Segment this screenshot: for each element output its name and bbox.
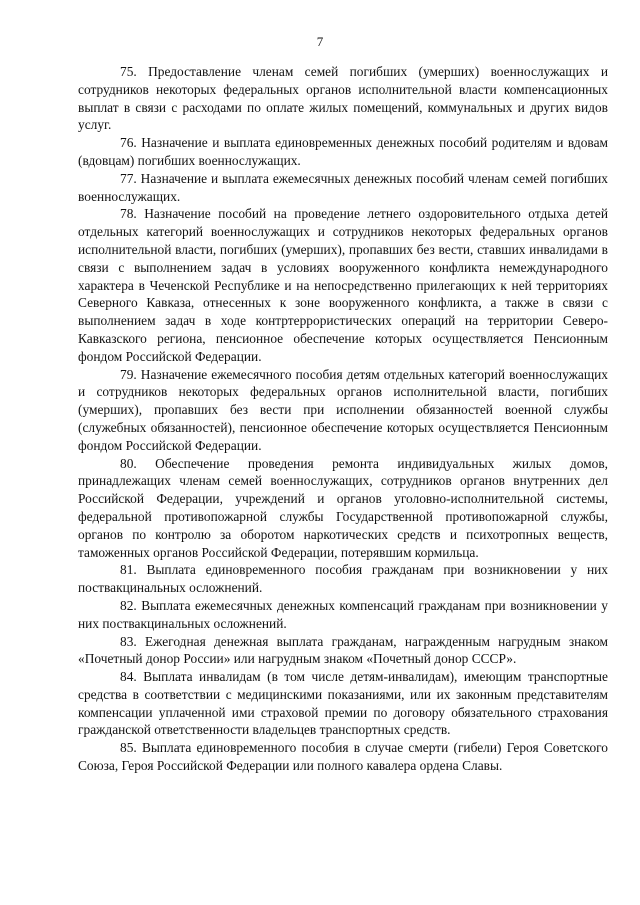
page-number: 7 <box>316 34 324 49</box>
paragraph-81: 81. Выплата единовременного пособия гражданам при возникновении у них поствакцинальных осложнений. <box>78 562 608 596</box>
document-body <box>78 63 608 775</box>
paragraph-77: 77. Назначение и выплата ежемесячных денежных пособий членам семей погибших военнослужащих. <box>78 170 608 204</box>
paragraph-82: 82. Выплата ежемесячных денежных компенсаций гражданам при возникновении у них поствакцинальных осложнений. <box>78 597 608 631</box>
paragraph-80: 80. Обеспечение проведения ремонта индивидуальных жилых домов, принадлежащих членам семей военнослужащих, сотрудников органов внутренних дел Российской Федерации, учреждений и органов уголовно-исполнительной системы, федеральной противопожарной службы Государственной противопожарной службы, органов по контролю за оборотом наркотических средств и психотропных веществ, таможенных органов Российской Федерации, потерявшим кормильца. <box>78 455 608 560</box>
paragraph-79: 79. Назначение ежемесячного пособия детям отдельных категорий военнослужащих и сотрудников некоторых федеральных органов исполнительной власти, погибших (умерших), пропавших без вести при исполнении обязанностей военной службы (служебных обязанностей), пенсионное обеспечение которых осуществляется Пенсионным фондом Российской Федерации. <box>78 366 608 453</box>
paragraph-76: 76. Назначение и выплата единовременных денежных пособий родителям и вдовам (вдовцам) погибших военнослужащих. <box>78 135 608 168</box>
paragraph-75: 75. Предоставление членам семей погибших (умерших) военнослужащих и сотрудников некоторых федеральных органов исполнительной власти компенсационных выплат в связи с расходами по оплате жилых помещений, коммунальных и других видов услуг. <box>78 64 608 133</box>
paragraph-83: 83. Ежегодная денежная выплата гражданам, награжденным нагрудным знаком «Почетный донор России» или нагрудным знаком «Почетный донор СССР». <box>78 633 608 667</box>
paragraph-85: 85. Выплата единовременного пособия в случае смерти (гибели) Героя Советского Союза, Героя Российской Федерации или полного кавалера ордена Славы. <box>78 740 608 774</box>
paragraph-78: 78. Назначение пособий на проведение летнего оздоровительного отдыха детей отдельных категорий военнослужащих и сотрудников некоторых федеральных органов исполнительной власти, погибших (умерших), пропавших без вести, ставших инвалидами в связи с выполнением задач в условиях вооруженного конфликта немеждународного характера в Чеченской Республике и на непосредственно прилегающих к ней территориях Северного Кавказа, отнесенных к зоне вооруженного конфликта, а также в связи с выполнением задач в ходе контртеррористических операций на территории Северо-Кавказского региона, пенсионное обеспечение которых осуществляется Пенсионным фондом Российской Федерации. <box>78 206 608 364</box>
paragraph-84: 84. Выплата инвалидам (в том числе детям-инвалидам), имеющим транспортные средства в соответствии с медицинскими показаниями, или их законным представителям компенсации уплаченной ими страховой премии по договору обязательного страхования гражданской ответственности владельцев транспортных средств. <box>78 669 608 738</box>
